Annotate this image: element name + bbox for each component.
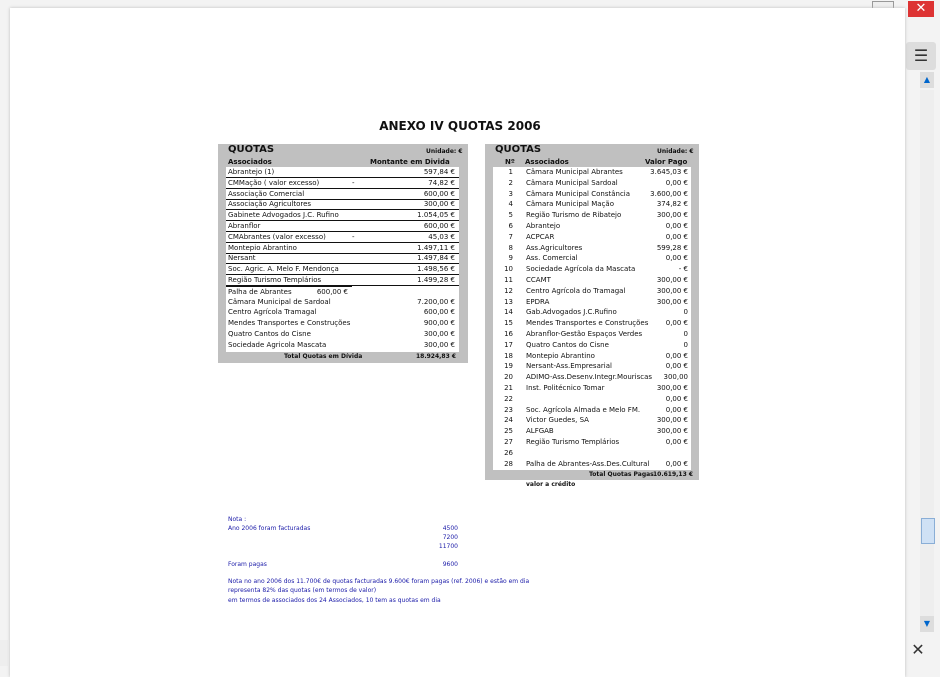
note-paid-label: Foram pagas — [228, 561, 267, 568]
right-row-value: 0,00 € — [665, 232, 688, 241]
left-table-row — [226, 275, 459, 286]
right-row-value: 0,00 € — [665, 319, 688, 328]
left-table-row — [226, 329, 459, 339]
left-row-value: 300,00 € — [423, 330, 455, 338]
left-row-value: 600,00 € — [423, 308, 455, 317]
left-row-value: 600,00 € — [423, 222, 455, 230]
left-table-row — [226, 210, 459, 221]
left-row-value: 600,00 € — [316, 287, 348, 296]
right-row-value: 0 — [683, 340, 688, 349]
right-row-name: Abranflor-Gestão Espaços Verdes — [526, 330, 643, 338]
window-close-button[interactable]: ✕ — [908, 1, 934, 17]
right-table-row — [493, 318, 691, 328]
right-row-value: 0,00 € — [665, 394, 688, 403]
right-row-value: 3.600,00 € — [650, 189, 688, 198]
right-row-name: Palha de Abrantes-Ass.Des.Cultural — [526, 459, 650, 468]
right-row-number: 27 — [504, 438, 513, 446]
right-table-row — [493, 351, 691, 361]
right-table-row — [493, 307, 691, 317]
left-row-value: 300,00 € — [423, 340, 455, 349]
left-table-row — [226, 264, 459, 275]
scrollbar-thumb[interactable] — [921, 518, 935, 544]
right-row-name: Inst. Politécnico Tomar — [526, 384, 605, 392]
left-table-row — [226, 221, 459, 232]
right-row-name: Mendes Transportes e Construções — [526, 319, 649, 328]
right-row-name: Centro Agrícola do Tramagal — [526, 286, 626, 295]
right-table-row — [493, 167, 691, 177]
left-unit-label: Unidade: € — [426, 148, 463, 155]
left-row-value: 74,82 € — [428, 178, 455, 187]
right-unit-label: Unidade: € — [657, 148, 694, 155]
left-row-value: 300,00 € — [423, 200, 455, 209]
right-row-name: Região Turismo de Ribatejo — [526, 211, 622, 220]
right-row-name: Nersant-Ass.Empresarial — [526, 362, 612, 371]
left-table-row — [226, 297, 459, 307]
scroll-up-icon[interactable]: ▲ — [920, 72, 934, 88]
right-row-name: Gab.Advogados J.C.Rufino — [526, 308, 617, 317]
right-row-name: Câmara Municipal Mação — [526, 200, 614, 209]
right-row-value: 0,00 € — [665, 405, 688, 414]
right-table-row — [493, 340, 691, 350]
right-row-name: Câmara Municipal Abrantes — [526, 168, 623, 176]
right-table-row — [493, 361, 691, 371]
left-table-row — [226, 318, 459, 328]
note-num-3: 11700 — [438, 543, 458, 550]
menu-icon[interactable]: ☰ — [906, 42, 936, 70]
right-row-number: 23 — [504, 405, 513, 414]
right-table-row — [493, 415, 691, 425]
right-table-row — [493, 275, 691, 285]
right-row-name: Ass. Comercial — [526, 254, 578, 263]
right-row-number: 20 — [504, 373, 513, 382]
right-table-row — [493, 405, 691, 415]
left-row-name: Soc. Agric. A. Melo F. Mendonça — [228, 265, 339, 274]
right-row-value: 0,00 € — [665, 438, 688, 446]
left-row-dash: - — [352, 232, 355, 241]
left-row-name: Palha de Abrantes — [228, 287, 292, 296]
right-row-value: 300,00 € — [656, 384, 688, 392]
right-table-row — [493, 264, 691, 274]
right-row-number: 17 — [504, 340, 513, 349]
right-row-name: Soc. Agrícola Almada e Melo FM. — [526, 405, 641, 414]
left-row-name: CMMação ( valor excesso) — [228, 178, 320, 187]
right-row-number: 5 — [508, 211, 513, 220]
left-row-value: 1.498,56 € — [417, 265, 455, 274]
left-table-row — [226, 178, 459, 189]
left-table-row — [226, 199, 459, 210]
right-row-number: 26 — [504, 448, 513, 457]
left-table-row — [226, 167, 459, 178]
right-row-number: 16 — [504, 330, 513, 338]
left-row-name: Associação Agricultores — [228, 200, 312, 209]
left-table-row — [226, 232, 459, 243]
close-icon[interactable]: ✕ — [911, 640, 925, 659]
right-table-row — [493, 253, 691, 263]
right-row-value: 3.645,03 € — [650, 168, 688, 176]
right-row-value: 0,00 € — [665, 254, 688, 263]
right-row-name: EPDRA — [526, 297, 550, 306]
right-table-row — [493, 221, 691, 231]
left-total-value: 18.924,83 € — [416, 353, 457, 360]
right-row-number: 8 — [508, 243, 513, 252]
right-row-number: 14 — [504, 308, 513, 317]
right-row-value: 300,00 € — [656, 427, 688, 436]
right-row-number: 21 — [504, 384, 513, 392]
left-row-dash: - — [352, 178, 355, 187]
right-table-row — [493, 178, 691, 188]
left-row-value: 45,03 € — [428, 232, 455, 241]
page-title: ANEXO IV QUOTAS 2006 — [379, 119, 541, 133]
right-table-row — [493, 329, 691, 339]
right-row-number: 2 — [508, 178, 513, 187]
note-num-2: 7200 — [442, 534, 458, 541]
right-row-number: 13 — [504, 297, 513, 306]
right-row-name: Ass.Agricultores — [526, 243, 583, 252]
note-num-1: 4500 — [442, 525, 458, 532]
right-row-number: 19 — [504, 362, 513, 371]
left-col-amount: Montante em Divida — [370, 158, 450, 166]
left-row-name: Abrantejo (1) — [228, 168, 275, 176]
note-text-3: em termos de associados dos 24 Associados, 10 tem as quotas em dia — [228, 597, 441, 604]
left-quotas-panel — [218, 144, 468, 363]
left-row-name: Montepio Abrantino — [228, 243, 297, 252]
note-heading: Nota : — [228, 516, 247, 523]
right-row-name: Quatro Cantos do Cisne — [526, 340, 609, 349]
right-row-name: Abrantejo — [526, 222, 561, 230]
right-row-value: 0,00 € — [665, 459, 688, 468]
right-quotas-panel — [485, 144, 699, 480]
right-panel-title: QUOTAS — [495, 144, 542, 155]
right-row-value: 300,00 € — [656, 416, 688, 425]
right-row-value: 599,28 € — [656, 243, 688, 252]
right-table-row — [493, 426, 691, 436]
left-row-value: 597,84 € — [423, 168, 455, 176]
left-row-name: Centro Agrícola Tramagal — [228, 308, 317, 317]
left-table-row — [226, 307, 459, 317]
right-total-value: 10.619,13 € — [653, 471, 694, 478]
right-table-row — [493, 286, 691, 296]
right-row-value: 300,00 € — [656, 211, 688, 220]
left-table-row — [226, 253, 459, 264]
left-row-value: 1.499,28 € — [417, 276, 455, 284]
right-row-value: 374,82 € — [656, 200, 688, 209]
left-row-name: Quatro Cantos do Cisne — [228, 330, 311, 338]
note-paid-value: 9600 — [442, 561, 458, 568]
right-row-number: 28 — [504, 459, 513, 468]
right-table-row — [493, 189, 691, 199]
right-row-value: 0,00 € — [665, 222, 688, 230]
left-edge-strip — [0, 640, 8, 666]
right-row-number: 22 — [504, 394, 513, 403]
right-row-number: 4 — [508, 200, 513, 209]
right-row-name: CCAMT — [526, 276, 551, 284]
left-table-row — [226, 340, 459, 350]
right-row-number: 18 — [504, 351, 513, 360]
left-row-name: Mendes Transportes e Construções — [228, 319, 351, 328]
right-row-value: 0 — [683, 330, 688, 338]
left-col-assoc: Associados — [228, 158, 272, 166]
left-row-name: Abranflor — [228, 222, 261, 230]
right-row-number: 9 — [508, 254, 513, 263]
right-row-number: 1 — [508, 168, 513, 176]
left-table-row — [226, 189, 459, 200]
left-row-value: 7.200,00 € — [417, 297, 455, 306]
left-table-row — [226, 243, 459, 254]
left-table-row — [226, 286, 352, 297]
left-table-body — [226, 167, 459, 352]
right-table-row — [493, 199, 691, 209]
right-row-number: 25 — [504, 427, 513, 436]
left-row-name: Gabinete Advogados J.C. Rufino — [228, 211, 339, 220]
right-row-number: 10 — [504, 265, 513, 274]
right-table-row — [493, 394, 691, 404]
credit-note: valor a crédito — [526, 481, 576, 488]
right-row-value: 300,00 € — [656, 276, 688, 284]
right-table-row — [493, 243, 691, 253]
left-row-name: Sociedade Agricola Mascata — [228, 340, 327, 349]
left-row-value: 1.497,84 € — [417, 254, 455, 263]
right-col-assoc: Associados — [525, 158, 569, 166]
right-table-row — [493, 448, 691, 458]
right-table-row — [493, 459, 691, 469]
right-row-value: 0,00 € — [665, 178, 688, 187]
right-total-label: Total Quotas Pagas — [589, 471, 654, 478]
right-row-value: 300,00 € — [656, 297, 688, 306]
right-row-value: 0 — [683, 308, 688, 317]
right-row-name: Câmara Municipal Sardoal — [526, 178, 618, 187]
right-row-name: Região Turismo Templários — [526, 438, 620, 446]
right-row-name: Sociedade Agrícola da Mascata — [526, 265, 636, 274]
scroll-down-icon[interactable]: ▼ — [920, 616, 934, 632]
right-table-row — [493, 210, 691, 220]
right-row-name: Câmara Municipal Constância — [526, 189, 631, 198]
right-row-value: 300,00 — [663, 373, 688, 382]
left-row-value: 900,00 € — [423, 319, 455, 328]
right-row-value: - € — [678, 265, 688, 274]
vertical-scrollbar[interactable] — [920, 90, 934, 630]
left-row-name: Região Turismo Templários — [228, 276, 322, 284]
right-row-number: 11 — [504, 276, 513, 284]
left-row-name: CMAbrantes (valor excesso) — [228, 232, 326, 241]
right-row-name: ADIMO-Ass.Desenv.Integr.Mouriscas — [526, 373, 653, 382]
right-row-number: 24 — [504, 416, 513, 425]
right-row-name: ACPCAR — [526, 232, 555, 241]
left-total-label: Total Quotas em Dívida — [284, 353, 363, 360]
right-table-row — [493, 297, 691, 307]
right-table-row — [493, 232, 691, 242]
right-row-number: 3 — [508, 189, 513, 198]
right-row-number: 12 — [504, 286, 513, 295]
right-row-name: ALFGAB — [526, 427, 554, 436]
right-row-name: Victor Guedes, SA — [526, 416, 589, 425]
left-panel-title: QUOTAS — [228, 144, 275, 155]
left-row-name: Câmara Municipal de Sardoal — [228, 297, 331, 306]
note-text-1: Nota no ano 2006 dos 11.700€ de quotas facturadas 9.600€ foram pagas (ref. 2006) e estão em dia — [228, 578, 530, 585]
right-col-no: Nº — [505, 158, 515, 166]
right-table-row — [493, 437, 691, 447]
right-row-number: 6 — [508, 222, 513, 230]
right-row-value: 0,00 € — [665, 362, 688, 371]
right-row-name: Montepio Abrantino — [526, 351, 595, 360]
right-row-value: 300,00 € — [656, 286, 688, 295]
note-text-2: representa 82% das quotas (em termos de valor) — [228, 587, 377, 594]
right-row-number: 7 — [508, 232, 513, 241]
note-invoiced-label: Ano 2006 foram facturadas — [228, 525, 311, 532]
right-table-row — [493, 383, 691, 393]
left-row-value: 1.054,05 € — [417, 211, 455, 220]
right-table-body — [493, 167, 691, 470]
left-row-value: 1.497,11 € — [417, 243, 455, 252]
left-row-name: Nersant — [228, 254, 256, 263]
left-row-value: 600,00 € — [423, 189, 455, 198]
right-col-paid: Valor Pago — [645, 158, 688, 166]
right-row-value: 0,00 € — [665, 351, 688, 360]
left-row-name: Associação Comercial — [228, 189, 305, 198]
right-row-number: 15 — [504, 319, 513, 328]
right-table-row — [493, 372, 691, 382]
